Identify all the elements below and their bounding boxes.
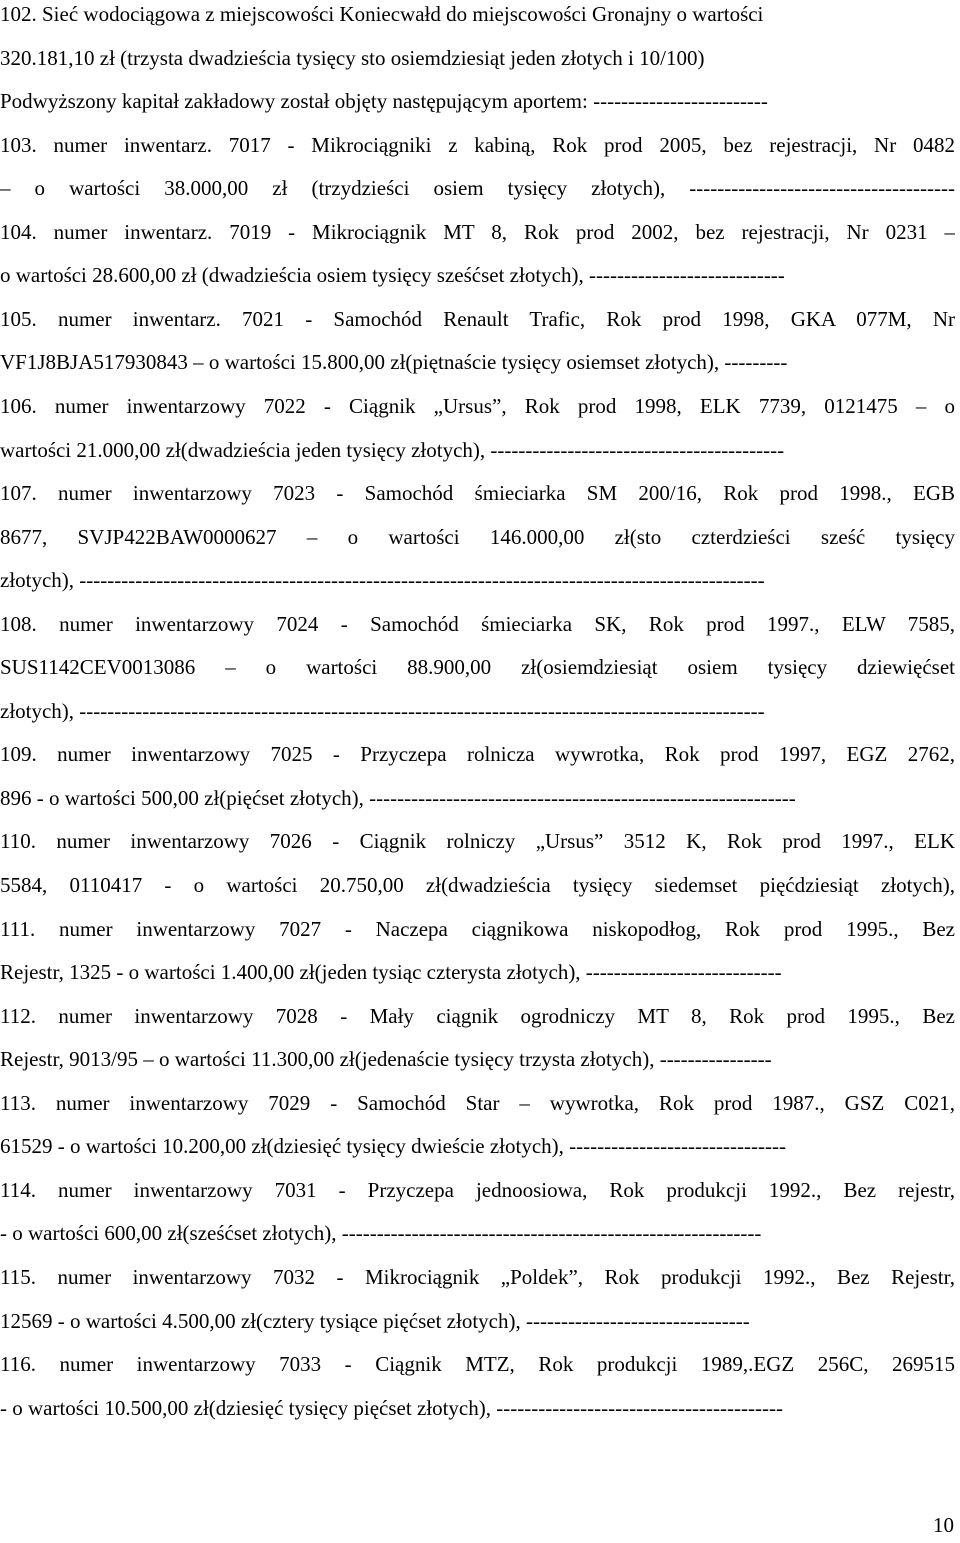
text-line: – o wartości 38.000,00 zł (trzydzieści osiem tysięcy złotych), --------------------------------------	[0, 176, 955, 201]
text-line: Rejestr, 1325 - o wartości 1.400,00 zł(jeden tysiąc czterysta złotych), ----------------------------	[0, 960, 782, 985]
text-line: wartości 21.000,00 zł(dwadzieścia jeden tysięcy złotych), ------------------------------------------	[0, 437, 785, 462]
text-line: 104. numer inwentarz. 7019 - Mikrociągnik MT 8, Rok prod 2002, bez rejestracji, Nr 0231 –	[0, 219, 955, 244]
text-line: Podwyższony kapitał zakładowy został objęty następującym aportem: -------------------------	[0, 89, 768, 114]
text-line: złotych), --------------------------------------------------------------------------------------------------	[0, 568, 765, 593]
text-line: Rejestr, 9013/95 – o wartości 11.300,00 zł(jedenaście tysięcy trzysta złotych), ----------------	[0, 1047, 772, 1072]
text-line: SUS1142CEV0013086 – o wartości 88.900,00 zł(osiemdziesiąt osiem tysięcy dziewięćset	[0, 655, 955, 680]
text-line: 102. Sieć wodociągowa z miejscowości Koniecwałd do miejscowości Gronajny o wartości	[0, 2, 764, 26]
text-line: 320.181,10 zł (trzysta dwadzieścia tysięcy sto osiemdziesiąt jeden złotych i 10/100)	[0, 45, 705, 70]
text-line: 61529 - o wartości 10.200,00 zł(dziesięć tysięcy dwieście złotych), -------------------------------	[0, 1134, 786, 1159]
text-line: 108. numer inwentarzowy 7024 - Samochód śmieciarka SK, Rok prod 1997., ELW 7585,	[0, 611, 955, 636]
text-line: 8677, SVJP422BAW0000627 – o wartości 146.000,00 zł(sto czterdzieści sześć tysięcy	[0, 524, 955, 549]
text-line: 896 - o wartości 500,00 zł(pięćset złotych), -------------------------------------------------------------	[0, 785, 796, 810]
text-line: 109. numer inwentarzowy 7025 - Przyczepa rolnicza wywrotka, Rok prod 1997, EGZ 2762,	[0, 742, 955, 767]
text-line: - o wartości 600,00 zł(sześćset złotych), ------------------------------------------------------------	[0, 1221, 762, 1246]
page-number: 10	[933, 1513, 954, 1537]
text-line: - o wartości 10.500,00 zł(dziesięć tysięcy pięćset złotych), -----------------------------------------	[0, 1395, 783, 1420]
text-line: 116. numer inwentarzowy 7033 - Ciągnik MTZ, Rok produkcji 1989,.EGZ 256C, 269515	[0, 1352, 955, 1377]
text-line: 107. numer inwentarzowy 7023 - Samochód śmieciarka SM 200/16, Rok prod 1998., EGB	[0, 481, 955, 506]
text-line: 111. numer inwentarzowy 7027 - Naczepa ciągnikowa niskopodłog, Rok prod 1995., Bez	[0, 916, 955, 941]
text-line: 103. numer inwentarz. 7017 - Mikrociągniki z kabiną, Rok prod 2005, bez rejestracji, Nr 0482	[0, 132, 955, 157]
text-line: o wartości 28.600,00 zł (dwadzieścia osiem tysięcy sześćset złotych), ----------------------------	[0, 263, 785, 288]
text-line: złotych), --------------------------------------------------------------------------------------------------	[0, 698, 765, 723]
text-line: 113. numer inwentarzowy 7029 - Samochód Star – wywrotka, Rok prod 1987., GSZ C021,	[0, 1090, 955, 1115]
text-line: 115. numer inwentarzowy 7032 - Mikrociągnik „Poldek”, Rok produkcji 1992., Bez Rejestr,	[0, 1264, 955, 1289]
text-line: 5584, 0110417 - o wartości 20.750,00 zł(dwadzieścia tysięcy siedemset pięćdziesiąt złotych),	[0, 873, 955, 897]
text-line: 12569 - o wartości 4.500,00 zł(cztery tysiące pięćset złotych), --------------------------------	[0, 1308, 750, 1333]
text-line: VF1J8BJA517930843 – o wartości 15.800,00 zł(piętnaście tysięcy osiemset złotych), ---------	[0, 350, 788, 375]
text-line: 106. numer inwentarzowy 7022 - Ciągnik „Ursus”, Rok prod 1998, ELK 7739, 0121475 – o	[0, 393, 955, 418]
text-line: 112. numer inwentarzowy 7028 - Mały ciągnik ogrodniczy MT 8, Rok prod 1995., Bez	[0, 1003, 955, 1028]
text-line: 114. numer inwentarzowy 7031 - Przyczepa jednoosiowa, Rok produkcji 1992., Bez rejestr,	[0, 1177, 955, 1202]
text-line: 110. numer inwentarzowy 7026 - Ciągnik rolniczy „Ursus” 3512 K, Rok prod 1997., ELK	[0, 829, 955, 854]
text-line: 105. numer inwentarz. 7021 - Samochód Renault Trafic, Rok prod 1998, GKA 077M, Nr	[0, 306, 955, 331]
